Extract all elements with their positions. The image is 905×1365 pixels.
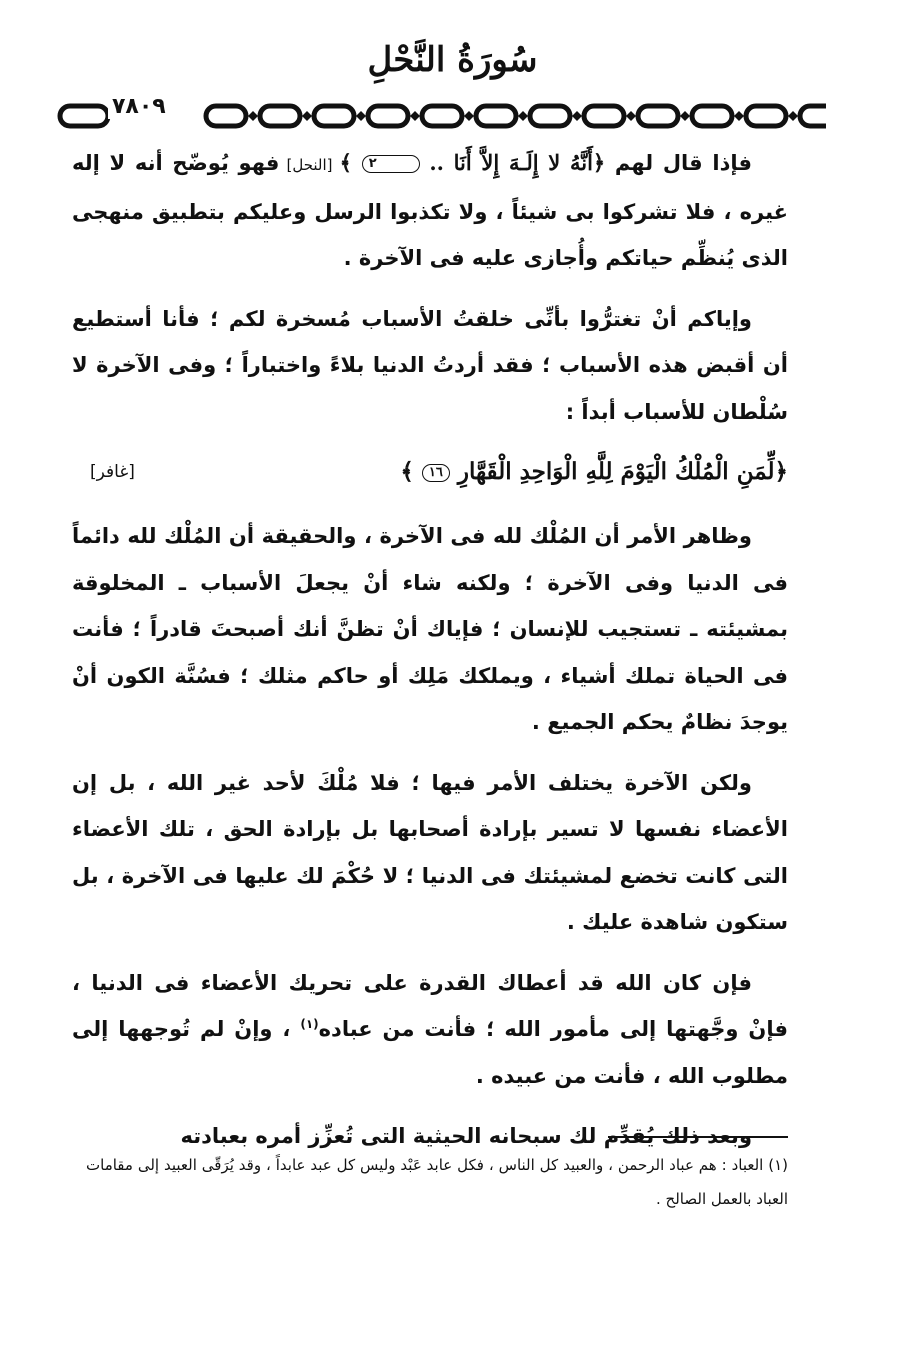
main-text	[72, 140, 788, 1174]
chain-diamond	[734, 111, 744, 121]
chain-link	[692, 106, 732, 126]
footnote-1: (١) العباد : هم عباد الرحمن ، والعبيد كل الناس ، فكل عابد عَبْد وليس كل عبد عابداً ، وقد يُرَقّى العبيد إلى مقامات العباد بالعمل الصالح .	[86, 1156, 788, 1208]
chain-diamond	[302, 111, 312, 121]
chain-link	[422, 106, 462, 126]
paragraph-1: فإذا قال لهم ﴿أَنَّهُ لا إِلَـهَ إِلاَّ أَنَا .. ٢ ﴾ [النحل] فهو يُوضّح أنه لا إله غيره ، فلا تشركوا بى شيئاً ، ولا تكذبوا الرسل وعليكم بتطبيق منهجى الذى يُنظِّم حياتكم وأُجازى عليه فى الآخرة .	[72, 150, 788, 270]
chain-diamond	[410, 111, 420, 121]
surah-reference: [النحل]	[279, 156, 340, 174]
paragraph-6: وبعد ذلك يُقدِّم لك سبحانه الحيثية التى تُعزِّز أمره بعبادته	[180, 1124, 752, 1148]
ayah-number: ١٦	[422, 464, 450, 482]
chain-link	[260, 106, 300, 126]
footnotes	[86, 1148, 788, 1216]
chain-diamond	[518, 111, 528, 121]
surah-reference: [غافر]	[90, 462, 135, 482]
chain-diamond	[248, 111, 258, 121]
chain-diamond	[464, 111, 474, 121]
surah-title: سُورَةُ النَّحْلِ	[367, 40, 538, 80]
quran-verse: ﴿لِّمَنِ الْمُلْكُ الْيَوْمَ لِلَّهِ الْوَاحِدِ الْقَهَّارِ ١٦ ﴾	[400, 458, 788, 485]
quran-verse-block	[72, 449, 788, 495]
chain-link	[638, 106, 678, 126]
page-number: ٧٨٠٩	[108, 94, 170, 119]
footnote-divider	[608, 1136, 788, 1138]
paragraph-2: وإياكم أنْ تغترُّوا بأنِّى خلقتُ الأسباب مُسخرة لكم ؛ فأنا أستطيع أن أقبض هذه الأسباب ؛ فقد أردتُ الدنيا بلاءً واختباراً ؛ وفى الآخرة لا سُلْطان للأسباب أبداً :	[72, 306, 788, 424]
chain-link	[800, 106, 826, 126]
chain-link	[368, 106, 408, 126]
footnote-marker[interactable]: (١)	[300, 1017, 319, 1031]
chain-link	[60, 106, 108, 126]
chain-link	[530, 106, 570, 126]
chain-diamond	[572, 111, 582, 121]
chain-link	[314, 106, 354, 126]
paragraph-4: ولكن الآخرة يختلف الأمر فيها ؛ فلا مُلْكَ لأحد غير الله ، بل إن الأعضاء نفسها لا تسير بإرادة أصحابها بل بإرادة الحق ، تلك الأعضاء التى كانت تخضع لمشيئتك فى الدنيا ؛ لا حُكْمَ لك عليها فى الآخرة ، بل ستكون شاهدة عليك .	[72, 770, 788, 934]
chain-diamond	[680, 111, 690, 121]
chain-diamond	[626, 111, 636, 121]
chain-diamond	[788, 111, 798, 121]
chain-link	[206, 106, 246, 126]
ayah-number: ٢	[362, 155, 420, 173]
ornamental-chain-border	[56, 98, 826, 134]
paragraph-5: فإن كان الله قد أعطاك القدرة على تحريك الأعضاء فى الدنيا ، فإنْ وجَّهتها إلى مأمور الله ؛ فأنت من عباده$^{(١)}$ ، وإنْ لم تُوجهها إلى مطلوب الله ، فأنت من عبيده .	[72, 970, 788, 1088]
chain-link	[746, 106, 786, 126]
chain-diamond	[356, 111, 366, 121]
chain-link	[584, 106, 624, 126]
quran-quote: ﴿أَنَّهُ لا إِلَـهَ إِلاَّ أَنَا ..	[419, 150, 606, 175]
chain-link	[476, 106, 516, 126]
paragraph-3: وظاهر الأمر أن المُلْك لله فى الآخرة ، والحقيقة أن المُلْك لله دائماً فى الدنيا وفى الآخرة ؛ ولكنه شاء أنْ يجعلَ الأسباب ـ المخلوقة بمشيئته ـ تستجيب للإنسان ؛ فإياك أنْ تظنَّ أنك أصبحتَ قادراً ؛ فأنت فى الحياة تملك أشياء ، ويملكك مَلِك أو حاكم مثلك ؛ فسُنَّة الكون أنْ يوجدَ نظامٌ يحكم الجميع .	[72, 524, 788, 734]
